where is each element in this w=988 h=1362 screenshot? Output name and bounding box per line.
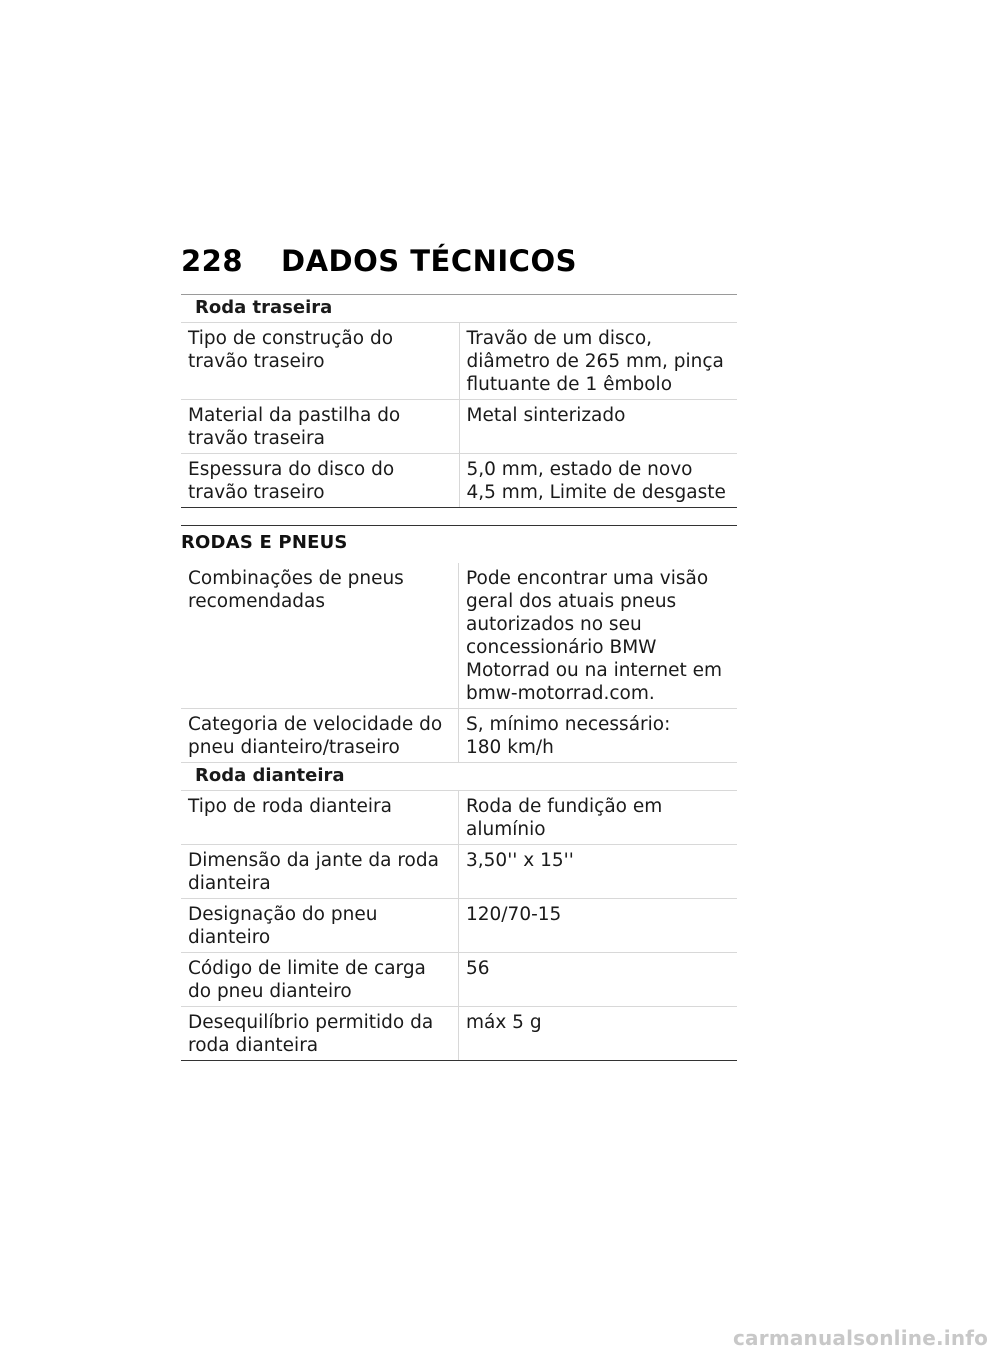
spec-label: Designação do pneu dianteiro bbox=[181, 899, 459, 953]
table-row bbox=[181, 454, 737, 508]
spec-label: Categoria de velocidade do pneu dianteiro/traseiro bbox=[181, 709, 459, 763]
spec-value: Travão de um disco, diâmetro de 265 mm, pinça flutuante de 1 êmbolo bbox=[459, 323, 737, 400]
spec-label: Código de limite de carga do pneu dianteiro bbox=[181, 953, 459, 1007]
spec-label: Tipo de roda dianteira bbox=[181, 791, 459, 845]
table-row bbox=[181, 953, 737, 1007]
wheels-tyres-table bbox=[181, 563, 737, 1061]
table-row bbox=[181, 1007, 737, 1061]
spec-label: Desequilíbrio permitido da roda dianteira bbox=[181, 1007, 459, 1061]
table-row bbox=[181, 845, 737, 899]
spec-value: 3,50'' x 15'' bbox=[459, 845, 738, 899]
spec-value-line: S, mínimo necessário: bbox=[466, 714, 671, 735]
spec-label: Combinações de pneus recomendadas bbox=[181, 563, 459, 709]
spec-value: Metal sinterizado bbox=[459, 400, 737, 454]
spec-label: Espessura do disco do travão traseiro bbox=[181, 454, 459, 508]
rear-wheel-table bbox=[181, 294, 737, 508]
spec-label: Material da pastilha do travão traseira bbox=[181, 400, 459, 454]
front-wheel-title: Roda dianteira bbox=[181, 763, 737, 791]
page-title: DADOS TÉCNICOS bbox=[281, 244, 577, 278]
spec-label: Dimensão da jante da roda dianteira bbox=[181, 845, 459, 899]
table-row bbox=[181, 563, 737, 709]
spec-value bbox=[459, 454, 737, 508]
rear-wheel-title: Roda traseira bbox=[181, 295, 737, 323]
spec-value bbox=[459, 709, 738, 763]
spec-label: Tipo de construção do travão traseiro bbox=[181, 323, 459, 400]
spec-value-line: 4,5 mm, Limite de desgaste bbox=[466, 482, 726, 503]
table-row bbox=[181, 791, 737, 845]
spec-value: máx 5 g bbox=[459, 1007, 738, 1061]
spec-value: Pode encontrar uma visão geral dos atuais pneus autorizados no seu concessionário BMW Motorrad ou na internet em bmw-motorrad.com. bbox=[459, 563, 738, 709]
table-row bbox=[181, 899, 737, 953]
table-row bbox=[181, 400, 737, 454]
content bbox=[181, 294, 737, 1061]
spec-value: 56 bbox=[459, 953, 738, 1007]
page-header bbox=[181, 244, 577, 278]
page-number: 228 bbox=[181, 244, 244, 278]
spec-value: Roda de fundição em alumínio bbox=[459, 791, 738, 845]
subheading-row bbox=[181, 295, 737, 323]
watermark: carmanualsonline.info bbox=[733, 1326, 988, 1350]
spec-value-line: 180 km/h bbox=[466, 737, 554, 758]
table-row bbox=[181, 323, 737, 400]
spec-value-line: 5,0 mm, estado de novo bbox=[466, 459, 693, 480]
subheading-row bbox=[181, 763, 737, 791]
spec-value: 120/70-15 bbox=[459, 899, 738, 953]
table-row bbox=[181, 709, 737, 763]
section-heading: RODAS E PNEUS bbox=[181, 525, 737, 563]
